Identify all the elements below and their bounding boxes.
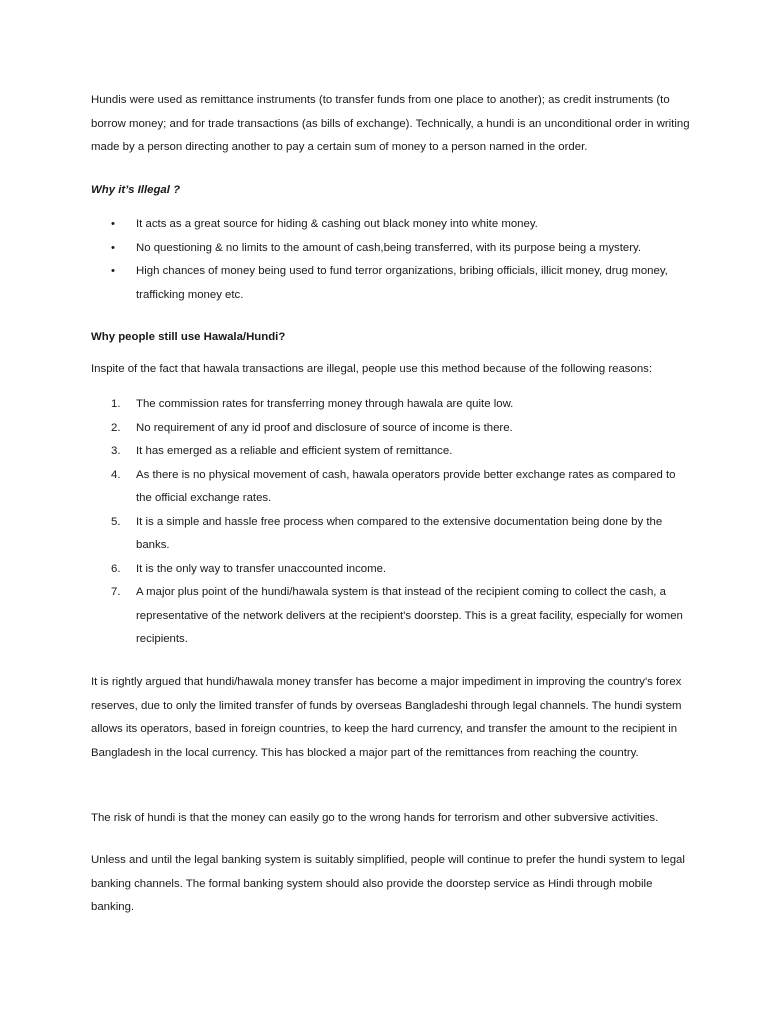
illegal-reasons-list	[91, 213, 691, 307]
list-number: 2.	[111, 421, 121, 434]
argument-paragraph: It is rightly argued that hundi/hawala money transfer has become a major impediment in improving the country's forex reserves, due to only the limited transfer of funds by overseas Bangladeshi through legal channels. The hundi system allows its operators, based in foreign countries, to keep the hard currency, and transfer the amount to the recipient in Bangladesh in the local currency. This has blocked a major part of the remittances from reaching the country.	[91, 676, 682, 759]
list-item	[91, 213, 691, 237]
list-number: 3.	[111, 445, 121, 457]
intro-paragraph: Hundis were used as remittance instruments (to transfer funds from one place to another); as credit instruments (to borrow money; and for trade transactions (as bills of exchange). Technically, a hundi is an unconditional order in writing made by a person directing another to pay a certain sum of money to a person named in the order.	[91, 94, 690, 153]
usage-reasons-list	[91, 393, 691, 652]
list-item-text: As there is no physical movement of cash, hawala operators provide better exchange rates as compared to the official exchange rates.	[136, 468, 676, 504]
list-item-text: It is the only way to transfer unaccounted income.	[136, 562, 387, 575]
list-item-text: No questioning & no limits to the amount of cash,being transferred, with its purpose being a mystery.	[136, 241, 642, 254]
list-item-text: It acts as a great source for hiding & cashing out black money into white money.	[136, 218, 538, 230]
conclusion-paragraph: Unless and until the legal banking system is suitably simplified, people will continue to prefer the hundi system to legal banking channels. The formal banking system should also provide the doorstep service as Hindi through mobile banking.	[91, 854, 685, 913]
list-item	[91, 440, 691, 464]
bullet-icon: •	[111, 241, 115, 254]
list-item-text: A major plus point of the hundi/hawala system is that instead of the recipient coming to collect the cash, a representative of the network delivers at the recipient's doorstep. This is a great facility, especially for women recipients.	[136, 586, 683, 645]
list-item	[91, 581, 691, 652]
list-number: 7.	[111, 586, 121, 598]
risk-paragraph: The risk of hundi is that the money can easily go to the wrong hands for terrorism and other subversive activities.	[91, 812, 659, 824]
list-item-text: It has emerged as a reliable and efficient system of remittance.	[136, 445, 453, 457]
list-item-text: High chances of money being used to fund terror organizations, bribing officials, illicit money, drug money, trafficking money etc.	[136, 265, 668, 301]
heading-why-illegal: Why it’s Illegal ?	[91, 184, 181, 196]
list-item	[91, 558, 691, 582]
list-item-text: The commission rates for transferring money through hawala are quite low.	[136, 398, 514, 410]
list-item	[91, 393, 691, 417]
list-item	[91, 237, 691, 261]
why-people-intro: Inspite of the fact that hawala transactions are illegal, people use this method because of the following reasons:	[91, 363, 653, 375]
list-number: 5.	[111, 515, 121, 528]
list-item	[91, 464, 691, 511]
list-number: 4.	[111, 468, 121, 481]
list-item-text: No requirement of any id proof and disclosure of source of income is there.	[136, 421, 513, 434]
bullet-icon: •	[111, 218, 115, 230]
list-item-text: It is a simple and hassle free process when compared to the extensive documentation being done by the banks.	[136, 515, 663, 551]
bullet-icon: •	[111, 265, 115, 277]
list-item	[91, 511, 691, 558]
list-number: 6.	[111, 562, 121, 575]
list-number: 1.	[111, 398, 121, 410]
heading-why-people-use: Why people still use Hawala/Hundi?	[91, 331, 286, 343]
list-item	[91, 260, 691, 307]
list-item	[91, 417, 691, 441]
